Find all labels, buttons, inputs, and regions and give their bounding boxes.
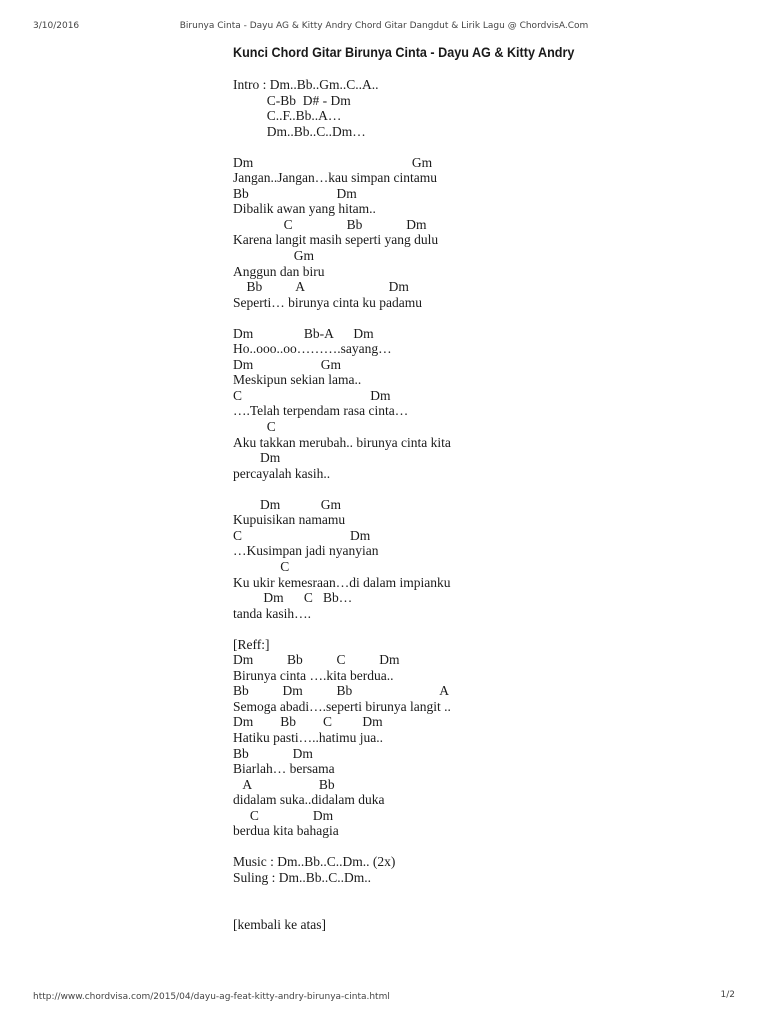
header-title: Birunya Cinta - Dayu AG & Kitty Andry Chord Gitar Dangdut & Lirik Lagu @ ChordvisA.Com [179,21,589,31]
lyric-line: Jangan..Jangan…kau simpan cintamu [233,170,437,186]
lyric-line: Dm C Bb… [233,590,353,606]
lyric-line: Aku takkan merubah.. birunya cinta kita [233,434,451,450]
lyric-line: Dm Gm [233,356,341,372]
lyric-line: Suling : Dm..Bb..C..Dm.. [233,869,372,885]
lyric-line: didalam suka..didalam duka [233,792,385,808]
lyric-line: [kembali ke atas] [233,916,326,932]
lyrics-block [233,77,451,932]
lyric-line [233,885,451,901]
lyric-line: berdua kita bahagia [233,823,339,839]
lyric-line: A Bb [233,776,335,792]
lyric-line: C Dm [233,527,371,543]
lyric-line: C-Bb D# - Dm [233,92,351,108]
lyric-line: Ho..ooo..oo……….sayang… [233,341,392,357]
lyric-line: Gm [233,248,314,264]
lyric-line: Bb A Dm [233,279,409,295]
lyric-line: Meskipun sekian lama.. [233,372,362,388]
lyric-line: Biarlah… bersama [233,761,335,777]
lyric-line: C Bb Dm [233,216,427,232]
lyric-line: Bb Dm [233,185,357,201]
lyric-line: tanda kasih…. [233,605,311,621]
lyric-line [233,621,451,637]
lyric-line: Dm Gm [233,496,341,512]
lyric-line: Dm Bb C Dm [233,714,383,730]
lyric-line [233,481,451,497]
lyric-line: Dibalik awan yang hitam.. [233,201,376,217]
lyric-line: percayalah kasih.. [233,465,331,481]
document-title: Kunci Chord Gitar Birunya Cinta - Dayu AG & Kitty Andry [233,44,575,60]
lyric-line: Dm..Bb..C..Dm… [233,123,366,139]
lyric-line: Intro : Dm..Bb..Gm..C..A.. [233,77,379,92]
footer-url[interactable]: http://www.chordvisa.com/2015/04/dayu-ag-feat-kitty-andry-birunya-cinta.html [33,992,390,1002]
lyric-line: Anggun dan biru [233,263,325,279]
lyric-line [233,310,451,326]
lyric-line: Karena langit masih seperti yang dulu [233,232,439,248]
lyric-line [233,901,451,917]
lyric-line: C Dm [233,807,334,823]
lyric-line: Birunya cinta ….kita berdua.. [233,667,394,683]
lyric-line: Dm Bb-A Dm [233,325,374,341]
lyric-line: ….Telah terpendam rasa cinta… [233,403,409,419]
lyric-line: Bb Dm [233,745,313,761]
lyric-line: Dm [233,450,281,466]
lyric-line: Semoga abadi….seperti birunya langit .. [233,698,451,714]
lyric-line: C Dm [233,387,391,403]
lyric-line: C..F..Bb..A… [233,108,342,124]
lyric-line: Hatiku pasti…..hatimu jua.. [233,729,383,745]
lyric-line: Seperti… birunya cinta ku padamu [233,294,422,310]
lyric-line: …Kusimpan jadi nyanyian [233,543,379,559]
lyric-line: Dm Gm [233,154,433,170]
lyric-line [233,139,451,155]
lyric-line: C [233,419,276,435]
lyric-line: Music : Dm..Bb..C..Dm.. (2x) [233,854,396,870]
footer-page-number: 1/2 [720,990,735,1000]
lyric-line: Ku ukir kemesraan…di dalam impianku [233,574,451,590]
lyric-line [233,839,451,855]
lyric-line: Dm Bb C Dm [233,652,400,668]
header-date: 3/10/2016 [33,21,80,31]
lyric-line: Bb Dm Bb A [233,683,450,699]
lyric-line: C [233,558,290,574]
lyric-line: [Reff:] [233,636,270,652]
lyric-line: Kupuisikan namamu [233,512,346,528]
